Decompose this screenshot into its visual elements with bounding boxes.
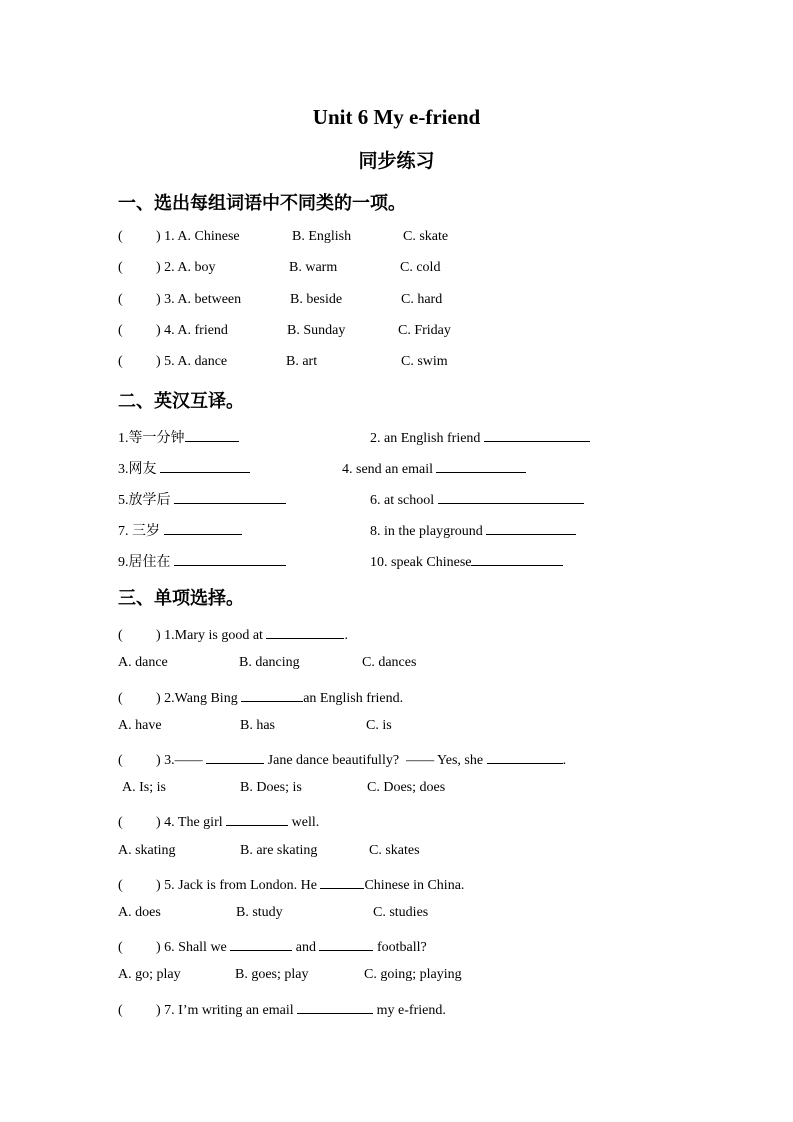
option-a: A. does xyxy=(118,905,161,920)
answer-blank[interactable] xyxy=(486,520,576,535)
answer-blank[interactable] xyxy=(471,551,563,566)
option-b: B. art xyxy=(286,354,318,369)
answer-blank[interactable] xyxy=(185,427,239,442)
question-2: ( ) 2.Wang Bing an English friend. xyxy=(118,687,403,707)
list-item: 6. at school xyxy=(370,489,584,509)
question-5: ( ) 5. Jack is from London. He Chinese in China. xyxy=(118,874,464,894)
option-c: C. studies xyxy=(373,905,429,920)
question-4: ( ) 4. The girl well. xyxy=(118,811,319,831)
option-c: C. Friday xyxy=(398,323,451,338)
option-a: A. dance xyxy=(118,655,168,670)
option-c: C. Does; does xyxy=(367,780,446,795)
option-b: B. dancing xyxy=(239,655,300,670)
answer-blank[interactable] xyxy=(206,749,264,764)
list-item: ( ) 1. A. Chinese xyxy=(118,229,240,244)
option-c: C. skates xyxy=(369,843,420,858)
option-b: B. English xyxy=(292,229,352,244)
option-c: C. swim xyxy=(401,354,448,369)
answer-blank[interactable] xyxy=(484,427,590,442)
option-a: A. have xyxy=(118,718,162,733)
page-title: Unit 6 My e-friend xyxy=(312,105,481,129)
answer-blank[interactable] xyxy=(174,551,286,566)
question-6: ( ) 6. Shall we and football? xyxy=(118,936,427,956)
answer-blank[interactable] xyxy=(438,489,584,504)
option-b: B. warm xyxy=(289,260,338,275)
option-b: B. study xyxy=(236,905,283,920)
answer-blank[interactable] xyxy=(241,687,303,702)
question-3: ( ) 3.—— Jane dance beautifully? —— Yes, she . xyxy=(118,749,566,769)
section-3-heading: 三、单项选择。 xyxy=(118,588,244,609)
list-item: 10. speak Chinese xyxy=(370,551,563,571)
option-c: C. dances xyxy=(362,655,417,670)
answer-blank[interactable] xyxy=(160,458,250,473)
section-1-heading: 一、选出每组词语中不同类的一项。 xyxy=(118,193,406,214)
list-item: ( ) 2. A. boy xyxy=(118,260,216,275)
list-item: ( ) 3. A. between xyxy=(118,292,242,307)
list-item: 8. in the playground xyxy=(370,520,576,540)
list-item: ( ) 5. A. dance xyxy=(118,354,228,369)
option-b: B. Sunday xyxy=(287,323,346,338)
list-item: ( ) 4. A. friend xyxy=(118,323,228,338)
answer-blank[interactable] xyxy=(226,811,288,826)
question-7: ( ) 7. I’m writing an email my e-friend. xyxy=(118,999,446,1019)
answer-blank[interactable] xyxy=(436,458,526,473)
list-item: 5.放学后 xyxy=(118,489,286,509)
answer-blank[interactable] xyxy=(164,520,242,535)
list-item: 3.网友 xyxy=(118,458,250,478)
option-b: B. Does; is xyxy=(240,780,302,795)
answer-blank[interactable] xyxy=(230,936,292,951)
option-a: A. go; play xyxy=(118,967,181,982)
list-item: 2. an English friend xyxy=(370,427,590,447)
option-b: B. goes; play xyxy=(235,967,309,982)
list-item: 1.等一分钟 xyxy=(118,427,239,447)
list-item: 7. 三岁 xyxy=(118,520,242,540)
option-b: B. has xyxy=(240,718,275,733)
answer-blank[interactable] xyxy=(487,749,563,764)
answer-blank[interactable] xyxy=(297,999,373,1014)
option-c: C. hard xyxy=(401,292,443,307)
option-c: C. cold xyxy=(400,260,441,275)
option-b: B. beside xyxy=(290,292,343,307)
answer-blank[interactable] xyxy=(174,489,286,504)
list-item: 9.居住在 xyxy=(118,551,286,571)
option-b: B. are skating xyxy=(240,843,318,858)
question-1: ( ) 1.Mary is good at . xyxy=(118,624,348,644)
answer-blank[interactable] xyxy=(266,624,344,639)
option-c: C. going; playing xyxy=(364,967,462,982)
answer-blank[interactable] xyxy=(319,936,373,951)
option-c: C. skate xyxy=(403,229,449,244)
option-a: A. skating xyxy=(118,843,176,858)
page-subtitle: 同步练习 xyxy=(358,150,435,172)
option-a: A. Is; is xyxy=(122,780,166,795)
section-2-heading: 二、英汉互译。 xyxy=(118,391,244,412)
option-c: C. is xyxy=(366,718,392,733)
list-item: 4. send an email xyxy=(342,458,526,478)
answer-blank[interactable] xyxy=(320,874,364,889)
